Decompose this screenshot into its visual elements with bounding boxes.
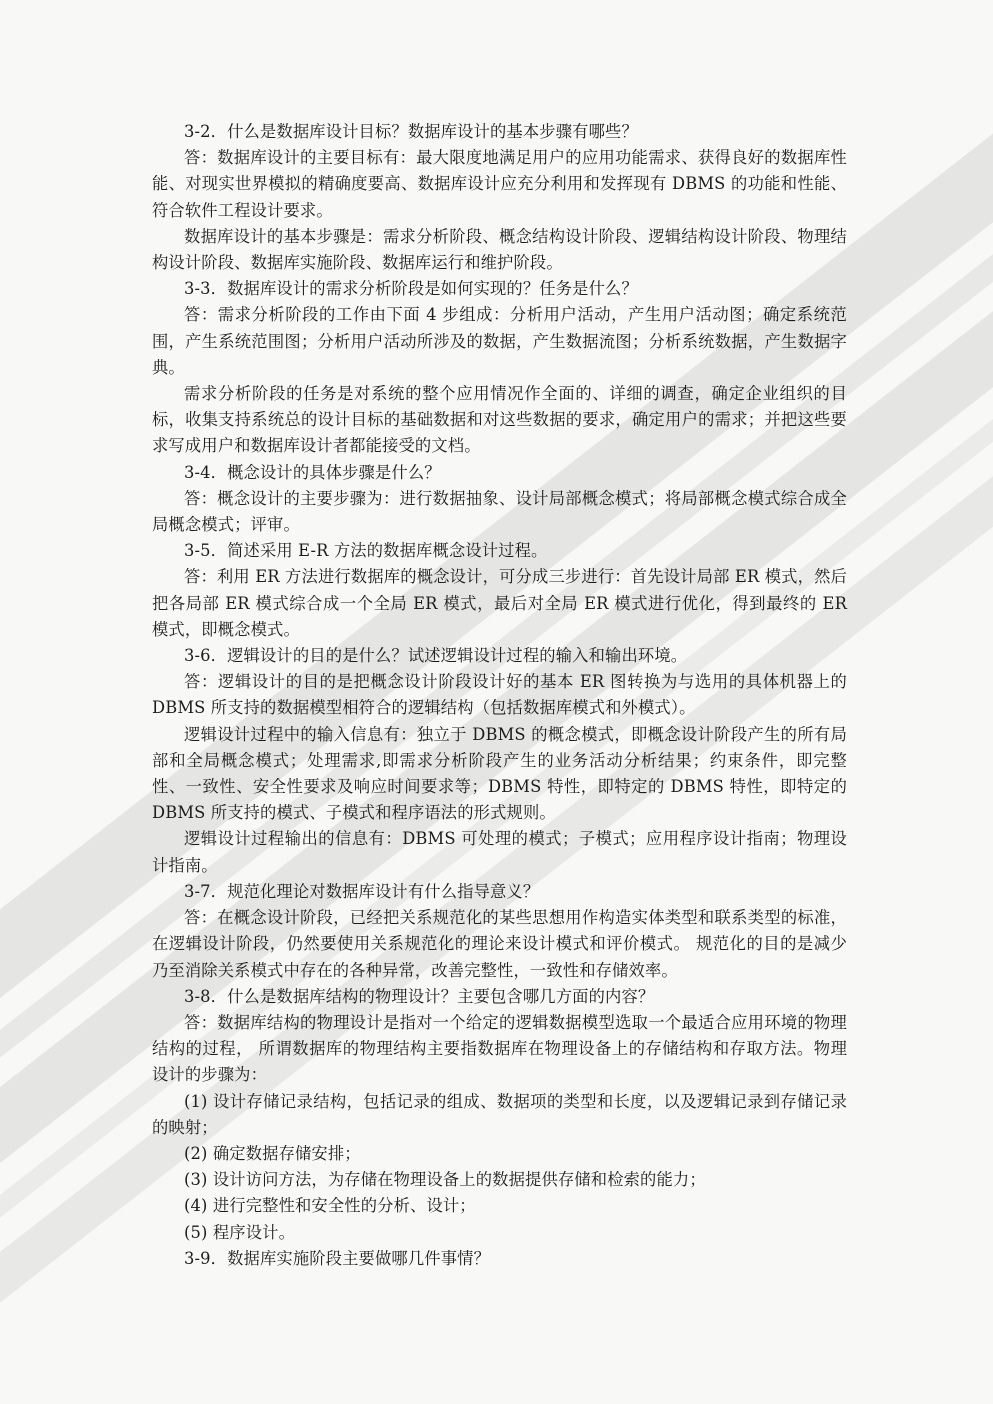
document-body <box>152 119 847 1272</box>
question-3-3: 3-3．数据库设计的需求分析阶段是如何实现的？任务是什么？ <box>184 279 638 299</box>
answer-3-6: 答：逻辑设计的目的是把概念设计阶段设计好的基本 ER 图转换为与选用的具体机器上的 DBMS 所支持的数据模型相符合的逻辑结构（包括数据库模式和外模式）。 <box>152 672 847 718</box>
question-3-2: 3-2．什么是数据库设计目标？数据库设计的基本步骤有哪些？ <box>184 122 638 141</box>
question-3-4: 3-4．概念设计的具体步骤是什么？ <box>184 462 441 482</box>
paragraph: 逻辑设计过程输出的信息有：DBMS 可处理的模式；子模式；应用程序设计指南；物理设计指南。 <box>152 829 847 875</box>
answer-3-3: 答：需求分析阶段的工作由下面 4 步组成：分析用户活动，产生用户活动图；确定系统范围，产生系统范围图；分析用户活动所涉及的数据，产生数据流图；分析系统数据，产生数据字典。 <box>152 305 847 377</box>
answer-3-7: 答：在概念设计阶段，已经把关系规范化的某些思想用作构造实体类型和联系类型的标准， 在逻辑设计阶段，仍然要使用关系规范化的理论来设计模式和评价模式。 规范化的目的是减少乃至消除关系模式中存在的各种异常，改善完整性，一致性和存储效率。 <box>152 908 847 980</box>
list-item: (1) 设计存储记录结构，包括记录的组成、数据项的类型和长度，以及逻辑记录到存储记录的映射； <box>152 1091 847 1137</box>
list-item: (4) 进行完整性和安全性的分析、设计； <box>184 1196 476 1216</box>
answer-3-5: 答：利用 ER 方法进行数据库的概念设计，可分成三步进行：首先设计局部 ER 模式，然后把各局部 ER 模式综合成一个全局 ER 模式，最后对全局 ER 模式进行优化，得到最终的 ER 模式，即概念模式。 <box>152 567 847 639</box>
question-3-6: 3-6．逻辑设计的目的是什么？试述逻辑设计过程的输入和输出环境。 <box>184 646 688 666</box>
paragraph: 数据库设计的基本步骤是：需求分析阶段、概念结构设计阶段、逻辑结构设计阶段、物理结构设计阶段、数据库实施阶段、数据库运行和维护阶段。 <box>152 226 847 273</box>
paragraph: 需求分析阶段的任务是对系统的整个应用情况作全面的、详细的调查，确定企业组织的目标，收集支持系统总的设计目标的基础数据和对这些数据的要求，确定用户的需求；并把这些要求写成用户和数据库设计者都能接受的文档。 <box>152 384 847 456</box>
list-item: (2) 确定数据存储安排； <box>184 1143 361 1163</box>
answer-3-4: 答：概念设计的主要步骤为：进行数据抽象、设计局部概念模式；将局部概念模式综合成全局概念模式；评审。 <box>152 488 847 535</box>
list-item: (3) 设计访问方法，为存储在物理设备上的数据提供存储和检索的能力； <box>184 1170 706 1190</box>
question-3-8: 3-8．什么是数据库结构的物理设计？主要包含哪几方面的内容？ <box>184 986 655 1006</box>
answer-3-2: 答：数据库设计的主要目标有：最大限度地满足用户的应用功能需求、获得良好的数据库性能、对现实世界模拟的精确度要高、数据库设计应充分利用和发挥现有 DBMS 的功能和性能、符合软件工程设计要求。 <box>152 148 847 220</box>
question-3-9: 3-9．数据库实施阶段主要做哪几件事情？ <box>184 1248 491 1268</box>
answer-3-8: 答：数据库结构的物理设计是指对一个给定的逻辑数据模型选取一个最适合应用环境的物理结构的过程， 所谓数据库的物理结构主要指数据库在物理设备上的存储结构和存取方法。物理设计的步骤为： <box>152 1012 847 1085</box>
paragraph: 逻辑设计过程中的输入信息有：独立于 DBMS 的概念模式，即概念设计阶段产生的所有局部和全局概念模式；处理需求,即需求分析阶段产生的业务活动分析结果；约束条件，即完整性、一致性、安全性要求及响应时间要求等；DBMS 特性，即特定的 DBMS 特性，即特定的 DBMS 所支持的模式、子模式和程序语法的形式规则。 <box>152 724 847 823</box>
list-item: (5) 程序设计。 <box>184 1222 295 1242</box>
question-3-5: 3-5．简述采用 E-R 方法的数据库概念设计过程。 <box>184 541 548 561</box>
question-3-7: 3-7．规范化理论对数据库设计有什么指导意义？ <box>184 881 540 901</box>
